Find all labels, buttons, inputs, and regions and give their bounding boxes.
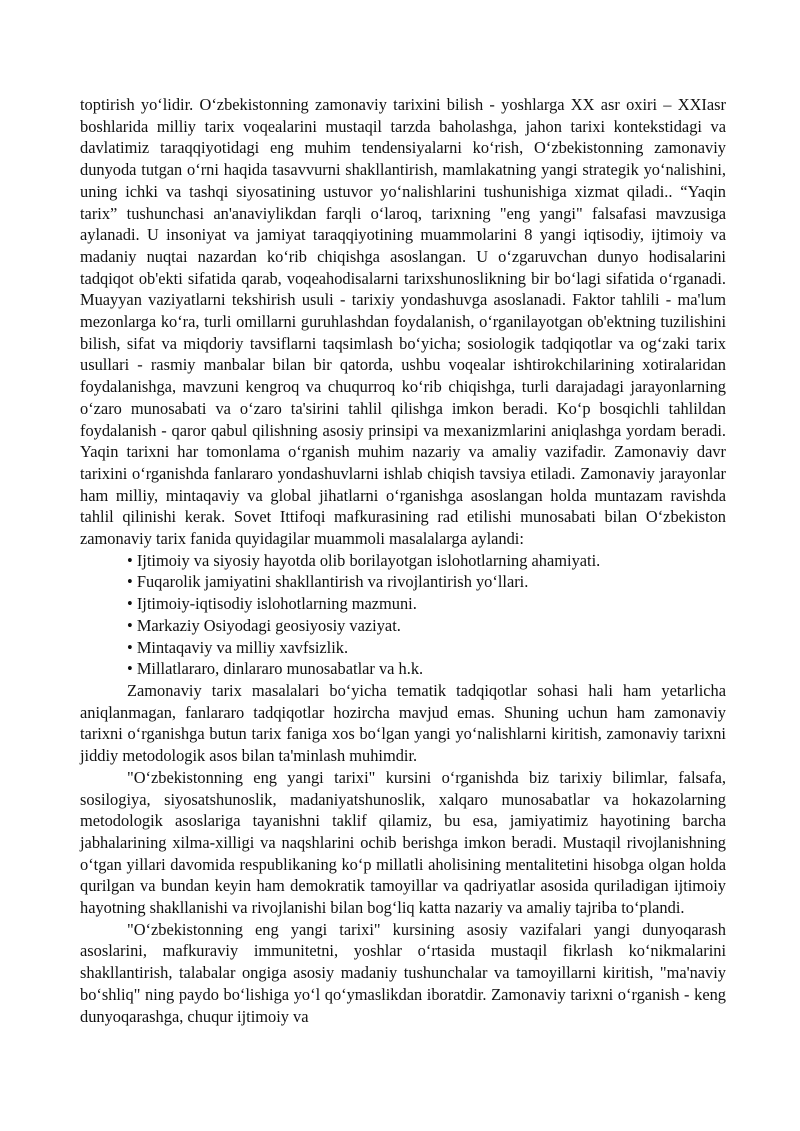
list-item: • Ijtimoiy-iqtisodiy islohotlarning mazmuni.	[127, 594, 417, 614]
document-page	[80, 94, 726, 1027]
list-item: • Ijtimoiy va siyosiy hayotda olib borilayotgan islohotlarning ahamiyati.	[127, 550, 601, 570]
list-item: • Markaziy Osiyodagi geosiyosiy vaziyat.	[127, 615, 401, 635]
paragraph-course-methodology: "O‘zbekistonning eng yangi tarixi" kursini o‘rganishda biz tarixiy bilimlar, falsafa, sosilogiya, siyosatshunoslik, madaniyatshunoslik, xalqaro munosabatlar va hokazolarning metodologik asoslariga tayanishni taklif qilamiz, bu esa, jamiyatimiz hayotining barcha jabhalarining xilma-xilligi va naqshlarini ochib berishga imkon beradi. Mustaqil rivojlanishning o‘tgan yillari davomida respublikaning ko‘p millatli aholisining mentalitetini hisobga olgan holda qurilgan va bundan keyin ham demokratik tamoyillar va qadriyatlar asosida quriladigan ijtimoiy hayotning shakllanishi va rivojlanishi bilan bog‘liq katta nazariy va amaliy tajriba to‘plandi.	[80, 767, 726, 918]
list-item: • Millatlararo, dinlararo munosabatlar va h.k.	[127, 659, 424, 679]
paragraph-course-tasks: "O‘zbekistonning eng yangi tarixi" kursining asosiy vazifalari yangi dunyoqarash asoslarini, mafkuraviy immunitetni, yoshlar o‘rtasida mustaqil fikrlash ko‘nikmalarini shakllantirish, talabalar ongiga asosiy madaniy tushunchalar va tamoyillarni kiritish, "ma'naviy bo‘shliq" ning paydo bo‘lishiga yo‘l qo‘ymaslikdan iboratdir. Zamonaviy tarixni o‘rganish - keng dunyoqarashga, chuqur ijtimoiy va	[80, 919, 726, 1026]
paragraph-continuation: toptirish yo‘lidir. O‘zbekistonning zamonaviy tarixini bilish - yoshlarga XX asr oxiri – XXIasr boshlarida milliy tarix voqealarini mustaqil tarzda baholashga, jahon tarixi kontekstidagi va davlatimiz taraqqiyotidagi eng muhim tendensiyalarni ko‘rish, O‘zbekistonning zamonaviy dunyoda tutgan o‘rni haqida tasavvurni shakllantirish, mamlakatning yangi strategik yo‘nalishini, uning ichki va tashqi siyosatining ustuvor yo‘nalishlarini tushunishiga xizmat qiladi.. “Yaqin tarix” tushunchasi an'anaviylikdan farqli o‘laroq, tarixning "eng yangi" falsafasi mavzusiga aylanadi. U insoniyat va jamiyat taraqqiyotining muammolarini 8 yangi iqtisodiy, ijtimoiy va madaniy nuqtai nazardan ko‘rib chiqishga asoslangan. U o‘zgaruvchan dunyo hodisalarini tadqiqot ob'ekti sifatida qarab, voqeahodisalarni tarixshunoslikning bir bo‘lagi sifatida o‘rganadi. Muayyan vaziyatlarni tekshirish usuli - tarixiy yondashuvga asoslanadi. Faktor tahlili - ma'lum mezonlarga ko‘ra, turli omillarni guruhlashdan foydalanish, o‘rganilayotgan ob'ektning tuzilishini bilish, sifat va miqdoriy tavsiflarni taqsimlash bo‘yicha; sosiologik tadqiqotlar va og‘zaki tarix usullari - rasmiy manbalar bilan bir qatorda, ushbu voqealar ishtirokchilarining xotiralaridan foydalanishga, mavzuni kengroq va chuqurroq ko‘rib chiqishga, turli darajadagi jarayonlarning o‘zaro munosabati va o‘zaro ta'sirini tahlil qilishga imkon beradi. Ko‘p bosqichli tahlildan foydalanish - qaror qabul qilishning asosiy prinsipi va mexanizmlarini aniqlashga yordam beradi. Yaqin tarixni har tomonlama o‘rganish muhim nazariy va amaliy vazifadir. Zamonaviy davr tarixini o‘rganishda fanlararo yondashuvlarni ishlab chiqish tavsiya etiladi. Zamonaviy jarayonlar ham milliy, mintaqaviy va global jihatlarni o‘rganishga asoslangan holda muntazam ravishda tahlil qilinishi kerak. Sovet Ittifoqi mafkurasining rad etilishi munosabati bilan O‘zbekiston zamonaviy tarix fanida quyidagilar muammoli masalalarga aylandi:	[80, 95, 726, 549]
list-item: • Mintaqaviy va milliy xavfsizlik.	[127, 637, 349, 657]
problem-issues-list	[80, 550, 726, 680]
list-item: • Fuqarolik jamiyatini shakllantirish va rivojlantirish yo‘llari.	[127, 572, 529, 592]
paragraph-thematic-research: Zamonaviy tarix masalalari bo‘yicha tematik tadqiqotlar sohasi hali ham yetarlicha aniqlanmagan, fanlararo tadqiqotlar hozircha mavjud emas. Shuning uchun ham zamonaviy tarixni o‘rganishga butun tarix faniga xos bo‘lgan yangi yo‘nalishlarni kiritish, zamonaviy tarixni jiddiy metodologik asos bilan ta'minlash muhimdir.	[80, 680, 726, 766]
